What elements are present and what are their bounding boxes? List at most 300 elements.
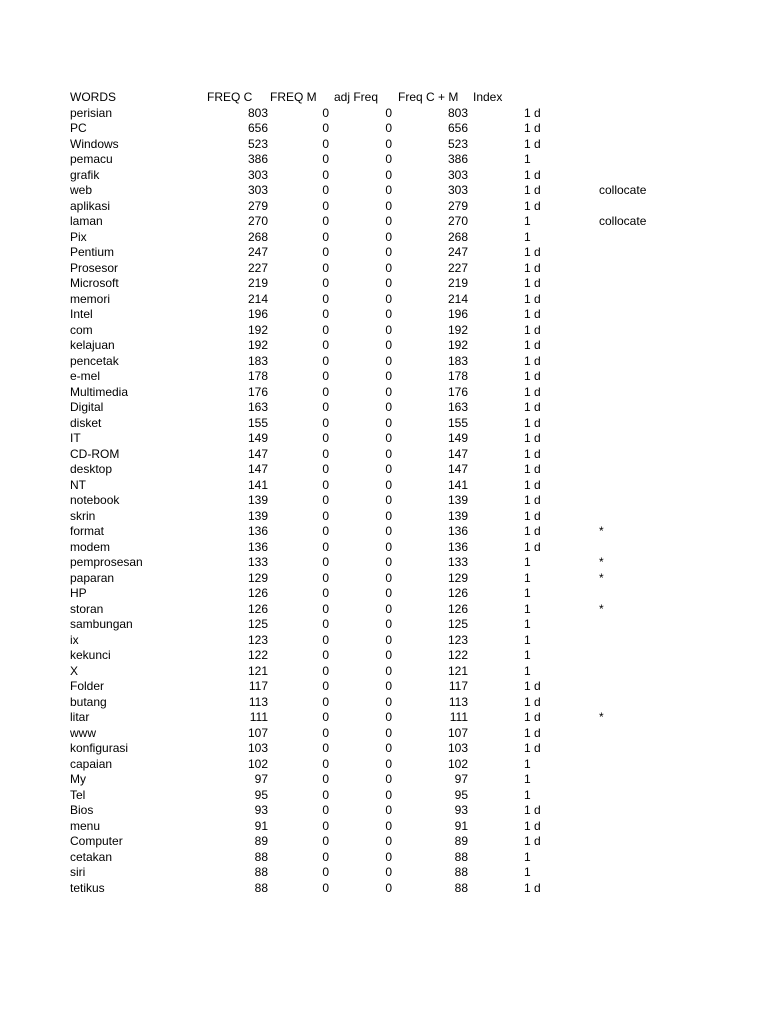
adj-freq-cell: 0 — [385, 121, 392, 135]
adj-freq-cell: 0 — [385, 586, 392, 600]
freq-c-cell: 178 — [247, 369, 268, 383]
table-row — [0, 385, 768, 401]
freq-m-cell: 0 — [322, 431, 329, 445]
freq-cm-cell: 102 — [447, 756, 468, 771]
freq-cm-cell: 147 — [447, 446, 468, 461]
index-cell: 1 — [524, 570, 531, 585]
word-cell: X — [70, 663, 79, 678]
word-cell: grafik — [70, 167, 100, 182]
freq-m-cell: 0 — [322, 601, 329, 616]
freq-c-cell: 141 — [247, 477, 268, 492]
word-cell: web — [70, 183, 93, 197]
word-cell: Digital — [70, 400, 104, 414]
table-row — [0, 803, 768, 819]
header-freq-c: FREQ C — [207, 90, 253, 104]
table-row — [0, 602, 768, 618]
index-cell: 1 d — [524, 508, 541, 523]
freq-m-cell: 0 — [322, 880, 329, 895]
freq-m-cell: 0 — [322, 524, 329, 538]
word-cell: tetikus — [70, 880, 105, 895]
index-cell: 1 — [524, 772, 531, 786]
adj-freq-cell: 0 — [385, 539, 392, 554]
table-row — [0, 261, 768, 277]
table-row — [0, 710, 768, 726]
freq-c-cell: 123 — [247, 632, 268, 647]
word-cell: Computer — [70, 834, 123, 848]
word-cell: perisian — [70, 105, 113, 120]
freq-c-cell: 279 — [247, 198, 268, 213]
adj-freq-cell: 0 — [385, 462, 392, 476]
freq-c-cell: 107 — [247, 725, 268, 740]
index-cell: 1 — [524, 214, 531, 228]
freq-c-cell: 268 — [247, 229, 268, 244]
freq-m-cell: 0 — [322, 276, 329, 290]
freq-cm-cell: 126 — [447, 586, 468, 600]
freq-cm-cell: 149 — [447, 431, 468, 445]
index-cell: 1 d — [524, 198, 541, 213]
table-row — [0, 772, 768, 788]
word-cell: siri — [70, 865, 86, 879]
adj-freq-cell: 0 — [385, 508, 392, 523]
freq-cm-cell: 95 — [454, 787, 468, 802]
table-row — [0, 400, 768, 416]
freq-cm-cell: 88 — [454, 865, 468, 879]
freq-m-cell: 0 — [322, 555, 329, 569]
index-cell: 1 d — [524, 679, 541, 693]
freq-m-cell: 0 — [322, 291, 329, 306]
word-cell: Intel — [70, 307, 93, 321]
freq-m-cell: 0 — [322, 663, 329, 678]
index-cell: 1 d — [524, 276, 541, 290]
freq-cm-cell: 88 — [454, 880, 468, 895]
adj-freq-cell: 0 — [385, 710, 392, 724]
freq-m-cell: 0 — [322, 462, 329, 476]
header-words: WORDS — [70, 90, 116, 104]
index-cell: 1 d — [524, 167, 541, 182]
adj-freq-cell: 0 — [385, 570, 392, 585]
freq-cm-cell: 192 — [447, 322, 468, 337]
freq-cm-cell: 107 — [447, 725, 468, 740]
table-row — [0, 819, 768, 835]
freq-c-cell: 139 — [247, 493, 268, 507]
table-row — [0, 245, 768, 261]
note-cell: * — [599, 524, 604, 538]
table-row — [0, 462, 768, 478]
note-cell: collocate — [599, 183, 647, 197]
freq-cm-cell: 139 — [447, 493, 468, 507]
freq-m-cell: 0 — [322, 121, 329, 135]
adj-freq-cell: 0 — [385, 679, 392, 693]
index-cell: 1 — [524, 663, 531, 678]
index-cell: 1 d — [524, 260, 541, 275]
freq-c-cell: 163 — [247, 400, 268, 414]
freq-m-cell: 0 — [322, 818, 329, 833]
table-row — [0, 230, 768, 246]
word-cell: kelajuan — [70, 338, 115, 352]
table-row — [0, 152, 768, 168]
adj-freq-cell: 0 — [385, 400, 392, 414]
freq-c-cell: 88 — [254, 880, 268, 895]
freq-cm-cell: 163 — [447, 400, 468, 414]
word-cell: NT — [70, 477, 86, 492]
index-cell: 1 d — [524, 338, 541, 352]
index-cell: 1 d — [524, 400, 541, 414]
adj-freq-cell: 0 — [385, 291, 392, 306]
adj-freq-cell: 0 — [385, 493, 392, 507]
freq-cm-cell: 89 — [454, 834, 468, 848]
word-cell: capaian — [70, 756, 113, 771]
table-row — [0, 741, 768, 757]
freq-cm-cell: 279 — [447, 198, 468, 213]
freq-cm-cell: 139 — [447, 508, 468, 523]
freq-c-cell: 136 — [247, 524, 268, 538]
freq-m-cell: 0 — [322, 229, 329, 244]
freq-m-cell: 0 — [322, 369, 329, 383]
adj-freq-cell: 0 — [385, 756, 392, 771]
frequency-table — [0, 90, 768, 896]
header-index: Index — [473, 90, 503, 104]
table-row — [0, 540, 768, 556]
table-row — [0, 106, 768, 122]
index-cell: 1 d — [524, 493, 541, 507]
table-header — [0, 90, 768, 106]
freq-c-cell: 121 — [247, 663, 268, 678]
freq-c-cell: 126 — [247, 601, 268, 616]
freq-m-cell: 0 — [322, 400, 329, 414]
freq-m-cell: 0 — [322, 307, 329, 321]
word-cell: cetakan — [70, 849, 113, 864]
table-row — [0, 834, 768, 850]
freq-c-cell: 147 — [247, 446, 268, 461]
word-cell: Bios — [70, 803, 94, 817]
index-cell: 1 d — [524, 446, 541, 461]
index-cell: 1 d — [524, 415, 541, 430]
freq-c-cell: 155 — [247, 415, 268, 430]
adj-freq-cell: 0 — [385, 198, 392, 213]
freq-m-cell: 0 — [322, 508, 329, 523]
freq-m-cell: 0 — [322, 415, 329, 430]
index-cell: 1 d — [524, 183, 541, 197]
table-row — [0, 478, 768, 494]
word-cell: Pentium — [70, 245, 115, 259]
table-row — [0, 617, 768, 633]
index-cell: 1 d — [524, 803, 541, 817]
word-cell: Pix — [70, 229, 87, 244]
table-row — [0, 555, 768, 571]
adj-freq-cell: 0 — [385, 369, 392, 383]
adj-freq-cell: 0 — [385, 260, 392, 275]
word-cell: www — [70, 725, 96, 740]
adj-freq-cell: 0 — [385, 632, 392, 647]
table-row — [0, 369, 768, 385]
freq-cm-cell: 147 — [447, 462, 468, 476]
index-cell: 1 — [524, 849, 531, 864]
word-cell: konfigurasi — [70, 741, 129, 755]
index-cell: 1 d — [524, 539, 541, 554]
word-cell: IT — [70, 431, 81, 445]
freq-c-cell: 803 — [247, 105, 268, 120]
freq-m-cell: 0 — [322, 632, 329, 647]
word-cell: Prosesor — [70, 260, 119, 275]
table-row — [0, 416, 768, 432]
freq-cm-cell: 111 — [449, 710, 468, 724]
table-row — [0, 679, 768, 695]
freq-m-cell: 0 — [322, 725, 329, 740]
freq-c-cell: 149 — [247, 431, 268, 445]
header-freq-m: FREQ M — [270, 90, 317, 104]
word-cell: sambungan — [70, 617, 133, 631]
adj-freq-cell: 0 — [385, 772, 392, 786]
freq-m-cell: 0 — [322, 756, 329, 771]
word-cell: aplikasi — [70, 198, 111, 213]
adj-freq-cell: 0 — [385, 741, 392, 755]
table-row — [0, 881, 768, 897]
table-row — [0, 307, 768, 323]
table-row — [0, 292, 768, 308]
freq-m-cell: 0 — [322, 694, 329, 709]
freq-m-cell: 0 — [322, 648, 329, 662]
freq-c-cell: 111 — [249, 710, 268, 724]
adj-freq-cell: 0 — [385, 322, 392, 337]
index-cell: 1 — [524, 229, 531, 244]
table-row — [0, 338, 768, 354]
adj-freq-cell: 0 — [385, 446, 392, 461]
freq-m-cell: 0 — [322, 245, 329, 259]
index-cell: 1 — [524, 787, 531, 802]
adj-freq-cell: 0 — [385, 167, 392, 182]
word-cell: storan — [70, 601, 104, 616]
note-cell: collocate — [599, 214, 647, 228]
freq-cm-cell: 178 — [447, 369, 468, 383]
adj-freq-cell: 0 — [385, 136, 392, 151]
table-row — [0, 168, 768, 184]
adj-freq-cell: 0 — [385, 663, 392, 678]
freq-m-cell: 0 — [322, 152, 329, 166]
freq-cm-cell: 270 — [447, 214, 468, 228]
table-row — [0, 183, 768, 199]
freq-m-cell: 0 — [322, 338, 329, 352]
word-cell: desktop — [70, 462, 113, 476]
freq-cm-cell: 88 — [454, 849, 468, 864]
table-row — [0, 493, 768, 509]
freq-m-cell: 0 — [322, 446, 329, 461]
freq-c-cell: 88 — [254, 849, 268, 864]
index-cell: 1 d — [524, 462, 541, 476]
freq-c-cell: 102 — [247, 756, 268, 771]
freq-cm-cell: 123 — [447, 632, 468, 647]
table-row — [0, 865, 768, 881]
word-cell: Folder — [70, 679, 105, 693]
word-cell: format — [70, 524, 105, 538]
adj-freq-cell: 0 — [385, 601, 392, 616]
freq-cm-cell: 523 — [447, 136, 468, 151]
freq-m-cell: 0 — [322, 183, 329, 197]
freq-c-cell: 126 — [247, 586, 268, 600]
freq-cm-cell: 91 — [454, 818, 468, 833]
index-cell: 1 d — [524, 291, 541, 306]
note-cell: * — [599, 601, 604, 616]
freq-m-cell: 0 — [322, 865, 329, 879]
freq-c-cell: 88 — [254, 865, 268, 879]
freq-cm-cell: 133 — [447, 555, 468, 569]
freq-cm-cell: 93 — [454, 803, 468, 817]
word-cell: pemprosesan — [70, 555, 143, 569]
freq-cm-cell: 303 — [447, 183, 468, 197]
freq-m-cell: 0 — [322, 834, 329, 848]
note-cell: * — [599, 710, 604, 724]
freq-cm-cell: 113 — [448, 694, 468, 709]
freq-c-cell: 103 — [247, 741, 268, 755]
table-row — [0, 648, 768, 664]
freq-m-cell: 0 — [322, 167, 329, 182]
index-cell: 1 d — [524, 834, 541, 848]
table-row — [0, 276, 768, 292]
freq-cm-cell: 303 — [447, 167, 468, 182]
word-cell: Windows — [70, 136, 119, 151]
freq-m-cell: 0 — [322, 105, 329, 120]
freq-cm-cell: 803 — [447, 105, 468, 120]
table-row — [0, 726, 768, 742]
index-cell: 1 — [524, 555, 531, 569]
freq-c-cell: 183 — [247, 353, 268, 368]
freq-cm-cell: 247 — [447, 245, 468, 259]
adj-freq-cell: 0 — [385, 214, 392, 228]
index-cell: 1 — [524, 756, 531, 771]
adj-freq-cell: 0 — [385, 415, 392, 430]
freq-cm-cell: 268 — [447, 229, 468, 244]
adj-freq-cell: 0 — [385, 353, 392, 368]
freq-m-cell: 0 — [322, 787, 329, 802]
freq-cm-cell: 136 — [447, 539, 468, 554]
index-cell: 1 d — [524, 245, 541, 259]
freq-m-cell: 0 — [322, 586, 329, 600]
word-cell: litar — [70, 710, 90, 724]
index-cell: 1 d — [524, 121, 541, 135]
freq-cm-cell: 214 — [447, 291, 468, 306]
freq-c-cell: 386 — [247, 152, 268, 166]
index-cell: 1 d — [524, 725, 541, 740]
index-cell: 1 — [524, 617, 531, 631]
word-cell: paparan — [70, 570, 115, 585]
table-row — [0, 571, 768, 587]
adj-freq-cell: 0 — [385, 694, 392, 709]
freq-c-cell: 91 — [254, 818, 268, 833]
table-row — [0, 509, 768, 525]
freq-cm-cell: 176 — [447, 384, 468, 399]
freq-m-cell: 0 — [322, 679, 329, 693]
freq-cm-cell: 122 — [447, 648, 468, 662]
freq-cm-cell: 183 — [447, 353, 468, 368]
freq-m-cell: 0 — [322, 214, 329, 228]
freq-cm-cell: 656 — [447, 121, 468, 135]
freq-c-cell: 247 — [247, 245, 268, 259]
freq-c-cell: 303 — [247, 167, 268, 182]
freq-m-cell: 0 — [322, 539, 329, 554]
freq-c-cell: 136 — [247, 539, 268, 554]
table-row — [0, 431, 768, 447]
index-cell: 1 d — [524, 105, 541, 120]
freq-cm-cell: 227 — [447, 260, 468, 275]
adj-freq-cell: 0 — [385, 307, 392, 321]
note-cell: * — [599, 570, 604, 585]
freq-cm-cell: 129 — [447, 570, 468, 585]
adj-freq-cell: 0 — [385, 229, 392, 244]
header-adj-freq: adj Freq — [334, 90, 379, 104]
freq-m-cell: 0 — [322, 353, 329, 368]
freq-m-cell: 0 — [322, 741, 329, 755]
freq-c-cell: 122 — [247, 648, 268, 662]
index-cell: 1 d — [524, 307, 541, 321]
freq-cm-cell: 136 — [447, 524, 468, 538]
freq-m-cell: 0 — [322, 477, 329, 492]
word-cell: disket — [70, 415, 102, 430]
adj-freq-cell: 0 — [385, 105, 392, 120]
table-row — [0, 664, 768, 680]
freq-m-cell: 0 — [322, 849, 329, 864]
freq-m-cell: 0 — [322, 493, 329, 507]
word-cell: modem — [70, 539, 111, 554]
freq-m-cell: 0 — [322, 384, 329, 399]
adj-freq-cell: 0 — [385, 834, 392, 848]
index-cell: 1 — [524, 601, 531, 616]
freq-c-cell: 95 — [254, 787, 268, 802]
freq-c-cell: 93 — [254, 803, 268, 817]
index-cell: 1 d — [524, 384, 541, 399]
freq-cm-cell: 121 — [447, 663, 468, 678]
word-cell: My — [70, 772, 86, 786]
freq-c-cell: 97 — [254, 772, 268, 786]
adj-freq-cell: 0 — [385, 725, 392, 740]
index-cell: 1 — [524, 648, 531, 662]
freq-cm-cell: 155 — [447, 415, 468, 430]
index-cell: 1 d — [524, 818, 541, 833]
freq-m-cell: 0 — [322, 136, 329, 151]
freq-cm-cell: 386 — [447, 152, 468, 166]
freq-c-cell: 117 — [248, 679, 268, 693]
word-cell: pemacu — [70, 152, 113, 166]
table-row — [0, 788, 768, 804]
freq-c-cell: 89 — [254, 834, 268, 848]
table-row — [0, 323, 768, 339]
adj-freq-cell: 0 — [385, 818, 392, 833]
adj-freq-cell: 0 — [385, 152, 392, 166]
freq-cm-cell: 192 — [447, 338, 468, 352]
adj-freq-cell: 0 — [385, 384, 392, 399]
freq-c-cell: 113 — [248, 694, 268, 709]
adj-freq-cell: 0 — [385, 245, 392, 259]
word-cell: com — [70, 322, 93, 337]
freq-c-cell: 192 — [247, 338, 268, 352]
adj-freq-cell: 0 — [385, 431, 392, 445]
word-cell: laman — [70, 214, 103, 228]
table-row — [0, 214, 768, 230]
word-cell: e-mel — [70, 369, 101, 383]
adj-freq-cell: 0 — [385, 183, 392, 197]
freq-m-cell: 0 — [322, 803, 329, 817]
table-row — [0, 199, 768, 215]
freq-c-cell: 214 — [247, 291, 268, 306]
word-cell: notebook — [70, 493, 120, 507]
word-cell: menu — [70, 818, 101, 833]
note-cell: * — [599, 555, 604, 569]
freq-c-cell: 227 — [247, 260, 268, 275]
freq-m-cell: 0 — [322, 617, 329, 631]
freq-c-cell: 176 — [247, 384, 268, 399]
table-row — [0, 354, 768, 370]
table-row — [0, 633, 768, 649]
index-cell: 1 d — [524, 431, 541, 445]
freq-c-cell: 139 — [247, 508, 268, 523]
